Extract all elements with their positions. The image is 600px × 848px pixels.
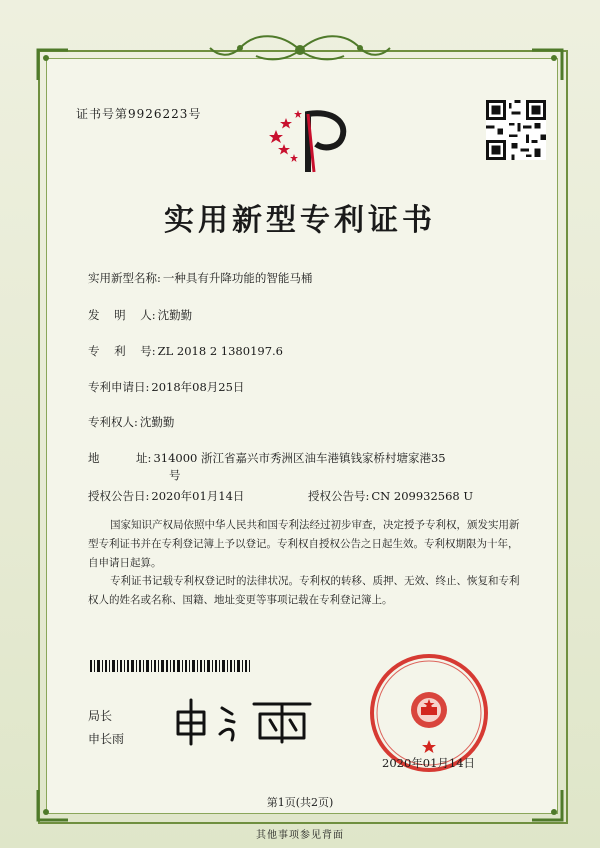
field-grant-announce-number — [308, 488, 473, 504]
address-label: 地 址: — [88, 451, 152, 465]
body-paragraph-2: 专利证书记载专利权登记时的法律状况。专利权的转移、质押、无效、终止、恢复和专利权人的姓名或名称、国籍、地址变更等事项记载在专利登记簿上。 — [88, 575, 520, 606]
grant-announce-number-value: CN 209932568 U — [371, 489, 474, 503]
footer-note: 其他事项参见背面 — [256, 830, 344, 841]
address-value-line1: 314000 浙江省嘉兴市秀洲区油车港镇钱家桥村塘家港35 — [153, 451, 446, 465]
address-value-line2: 号 — [169, 468, 181, 482]
field-address — [88, 450, 446, 466]
field-grant-announce-date — [88, 488, 244, 504]
grant-announce-date-value: 2020年01月14日 — [151, 489, 245, 503]
cnipa-logo-icon — [262, 100, 352, 180]
grant-announce-number-label: 授权公告号: — [308, 489, 370, 503]
corner-ornament-top-right — [530, 48, 564, 82]
patentee-value: 沈勤勤 — [139, 415, 175, 429]
filing-date-value: 2018年08月25日 — [151, 380, 245, 394]
field-filing-date — [88, 379, 244, 395]
director-name: 申长雨 — [88, 732, 125, 746]
field-utility-model-name — [88, 270, 312, 286]
utility-model-name-value: 一种具有升降功能的智能马桶 — [162, 271, 313, 285]
seal-date: 2020年01月14日 — [382, 756, 476, 770]
certificate-title: 实用新型专利证书 — [164, 203, 436, 238]
inventor-label: 发 明 人: — [88, 308, 156, 322]
page-number: 第1页(共2页) — [266, 796, 334, 809]
inventor-value: 沈勤勤 — [157, 308, 193, 322]
field-inventor — [88, 307, 192, 323]
field-patentee — [88, 414, 174, 430]
qr-code-icon — [486, 100, 546, 160]
patentee-label: 专利权人: — [88, 415, 138, 429]
filing-date-label: 专利申请日: — [88, 380, 150, 394]
certificate-number: 证书号第9926223号 — [76, 107, 202, 121]
field-patent-number — [88, 343, 283, 359]
grant-announce-date-label: 授权公告日: — [88, 489, 150, 503]
utility-model-name-label: 实用新型名称: — [88, 271, 161, 285]
director-signature — [170, 690, 330, 750]
body-paragraph-1: 国家知识产权局依照中华人民共和国专利法经过初步审查，决定授予专利权，颁发实用新型专利证书并在专利登记簿上予以登记。专利权自授权公告之日起生效。专利权期限为十年，自申请日起算。 — [88, 519, 520, 569]
corner-ornament-top-left — [36, 48, 70, 82]
patent-number-value: ZL 2018 2 1380197.6 — [157, 344, 283, 358]
top-ornament — [200, 30, 400, 70]
patent-number-label: 专 利 号: — [88, 344, 156, 358]
director-title: 局长 — [88, 709, 113, 723]
barcode-icon — [90, 660, 250, 672]
